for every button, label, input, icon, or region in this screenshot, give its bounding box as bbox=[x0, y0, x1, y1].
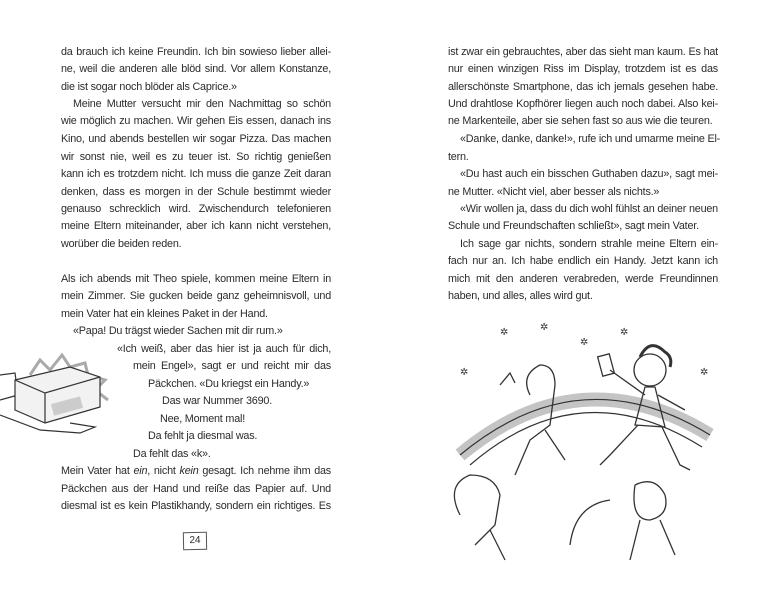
text-line: die ist sogar noch blöder als Caprice.» bbox=[61, 81, 237, 93]
text-line: Ich sage gar nichts, sondern strahle meine Eltern ein- bbox=[460, 238, 718, 250]
text-line: tern. bbox=[448, 151, 469, 163]
text-line: Nee, Moment mal! bbox=[160, 413, 246, 425]
text-line: ne Mutter. «Nicht viel, aber besser als nichts.» bbox=[448, 186, 660, 198]
text-line: wie möglich zu machen. Wir gehen Eis essen, danach ins bbox=[61, 115, 331, 127]
svg-text:✲: ✲ bbox=[460, 367, 469, 378]
text-line: Das war Nummer 3690. bbox=[162, 395, 273, 407]
svg-text:✲: ✲ bbox=[540, 322, 549, 333]
page-number: 24 bbox=[183, 532, 207, 550]
text-line: mein Vater hat ein kleines Paket in der Hand. bbox=[61, 308, 268, 320]
text-line: meine Eltern miteinander, aber ich kann nicht verstehen, bbox=[61, 220, 331, 232]
hand-package-illustration bbox=[0, 345, 115, 440]
text-line: genauso schrecklich wird. Zwischendurch telefonieren bbox=[61, 203, 331, 215]
svg-text:✲: ✲ bbox=[580, 337, 589, 348]
text-line: fach nur an. Ich habe endlich ein Handy. Jetzt kann ich bbox=[448, 255, 718, 267]
text-line: ist zwar ein gebrauchtes, aber das sieht man kaum. Es hat bbox=[448, 46, 718, 58]
text-line: Kino, und abends bestellen wir sogar Pizza. Das machen bbox=[61, 133, 331, 145]
text-line: da brauch ich keine Freundin. Ich bin sowieso lieber allei- bbox=[61, 46, 331, 58]
svg-text:✲: ✲ bbox=[700, 367, 709, 378]
svg-text:✲: ✲ bbox=[500, 327, 509, 338]
text-line: Schule und Freundschaften schließt», sagt mein Vater. bbox=[448, 220, 699, 232]
text-line: worüber die beiden reden. bbox=[61, 238, 182, 250]
text-segment: gesagt. Ich nehme ihm das bbox=[198, 465, 331, 477]
text-line: diesmal ist es kein Plastikhandy, sondern ein richtiges. Es bbox=[61, 500, 331, 512]
text-line: mein Zimmer. Sie gucken beide ganz geheimnisvoll, und bbox=[61, 290, 331, 302]
text-segment: , nicht bbox=[147, 465, 180, 477]
text-segment: Mein Vater hat bbox=[61, 465, 134, 477]
emphasis: kein bbox=[179, 465, 199, 477]
text-line: mein Engel», sagt er und reicht mir das bbox=[133, 360, 331, 372]
dancing-celebration-illustration bbox=[440, 315, 730, 595]
svg-text:✲: ✲ bbox=[620, 327, 629, 338]
text-line: Und drahtlose Kopfhörer liegen auch noch dabei. Also kei- bbox=[448, 98, 718, 110]
text-line: Als ich abends mit Theo spiele, kommen meine Eltern in bbox=[61, 273, 331, 285]
text-line: «Du hast auch ein bisschen Guthaben dazu», sagt mei- bbox=[460, 168, 718, 180]
text-line: «Danke, danke, danke!», rufe ich und umarme meine El- bbox=[460, 133, 721, 145]
text-line: Da fehlt ja diesmal was. bbox=[148, 430, 258, 442]
text-line: «Wir wollen ja, dass du dich wohl fühlst an deiner neuen bbox=[460, 203, 718, 215]
text-line bbox=[61, 464, 331, 478]
text-line: Päckchen. «Du kriegst ein Handy.» bbox=[148, 378, 310, 390]
text-line: ne Markenteile, aber sie sehen fast so aus wie die teuren. bbox=[448, 115, 713, 127]
text-line: ne, weil die anderen alle blöd sind. Vor allem Konstanze, bbox=[61, 63, 331, 75]
text-line: kann ich es trotzdem nicht. Ich muss die ganze Zeit daran bbox=[61, 168, 331, 180]
text-line: wir sonst nie, weil es zu teuer ist. So richtig genießen bbox=[61, 151, 331, 163]
text-line: mich mit den anderen verabreden, werde Freundinnen bbox=[448, 273, 718, 285]
text-line: «Papa! Du trägst wieder Sachen mit dir rum.» bbox=[73, 325, 283, 337]
text-line: allerschönste Smartphone, das ich jemals gesehen habe. bbox=[448, 81, 718, 93]
text-line: denken, dass es morgen in der Schule bestimmt wieder bbox=[61, 186, 331, 198]
text-line: haben, und alles, alles wird gut. bbox=[448, 290, 593, 302]
text-line: Meine Mutter versucht mir den Nachmittag so schön bbox=[73, 98, 331, 110]
text-line: Päckchen aus der Hand und reiße das Papier auf. Und bbox=[61, 483, 331, 495]
text-line: nur einen winzigen Riss im Display, trotzdem ist es das bbox=[448, 63, 718, 75]
emphasis: ein bbox=[133, 465, 148, 477]
text-line: «Ich weiß, aber das hier ist ja auch für dich, bbox=[117, 343, 331, 355]
text-line: Da fehlt das «k». bbox=[133, 448, 211, 460]
